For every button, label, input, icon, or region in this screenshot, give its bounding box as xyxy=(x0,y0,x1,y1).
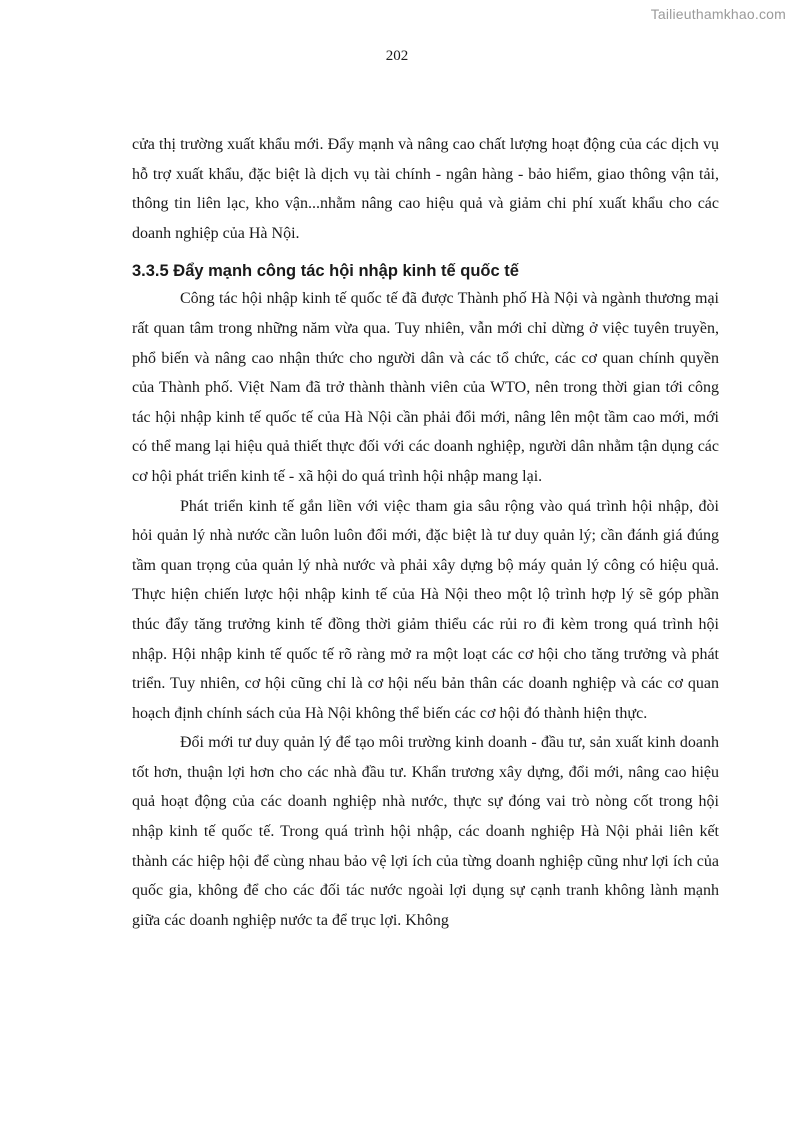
paragraph-2: Phát triển kinh tế gắn liền với việc tham gia sâu rộng vào quá trình hội nhập, đòi hỏi quản lý nhà nước cần luôn luôn đổi mới, đặc biệt là tư duy quản lý; cần đánh giá đúng tầm quan trọng của quản lý nhà nước và phải xây dựng bộ máy quản lý công có hiệu quả. Thực hiện chiến lược hội nhập kinh tế của Hà Nội theo một lộ trình hợp lý sẽ góp phần thúc đẩy tăng trưởng kinh tế đồng thời giảm thiểu các rủi ro đi kèm trong quá trình hội nhập. Hội nhập kinh tế quốc tế rõ ràng mở ra một loạt các cơ hội cho tăng trưởng và phát triển. Tuy nhiên, cơ hội cũng chỉ là cơ hội nếu bản thân các doanh nghiệp và các cơ quan hoạch định chính sách của Hà Nội không thể biến các cơ hội đó thành hiện thực. xyxy=(132,497,719,722)
document-body xyxy=(132,130,719,935)
paragraph-continuation: cửa thị trường xuất khẩu mới. Đẩy mạnh và nâng cao chất lượng hoạt động của các dịch vụ hỗ trợ xuất khẩu, đặc biệt là dịch vụ tài chính - ngân hàng - bảo hiểm, giao thông vận tải, thông tin liên lạc, kho vận...nhằm nâng cao hiệu quả và giảm chi phí xuất khẩu cho các doanh nghiệp của Hà Nội. xyxy=(132,136,719,242)
section-heading: 3.3.5 Đẩy mạnh công tác hội nhập kinh tế quốc tế xyxy=(132,262,519,281)
page-number: 202 xyxy=(385,48,409,64)
paragraph-3: Đổi mới tư duy quản lý để tạo môi trường kinh doanh - đầu tư, sản xuất kinh doanh tốt hơn, thuận lợi hơn cho các nhà đầu tư. Khẩn trương xây dựng, đổi mới, nâng cao hiệu quả hoạt động của các doanh nghiệp nhà nước, thực sự đóng vai trò nòng cốt trong hội nhập kinh tế quốc tế. Trong quá trình hội nhập, các doanh nghiệp Hà Nội phải liên kết thành các hiệp hội để cùng nhau bảo vệ lợi ích của từng doanh nghiệp cũng như lợi ích của quốc gia, không để cho các đối tác nước ngoài lợi dụng sự cạnh tranh không lành mạnh giữa các doanh nghiệp nước ta để trục lợi. Không xyxy=(132,734,719,929)
paragraph-1: Công tác hội nhập kinh tế quốc tế đã được Thành phố Hà Nội và ngành thương mại rất quan tâm trong những năm vừa qua. Tuy nhiên, vẫn mới chỉ dừng ở việc tuyên truyền, phổ biến và nâng cao nhận thức cho người dân và các tổ chức, các cơ quan chính quyền của Thành phố. Việt Nam đã trở thành thành viên của WTO, nên trong thời gian tới công tác hội nhập kinh tế quốc tế của Hà Nội cần phải đổi mới, nâng lên một tầm cao mới, mới có thể mang lại hiệu quả thiết thực đối với các doanh nghiệp, người dân nhằm tận dụng các cơ hội phát triển kinh tế - xã hội do quá trình hội nhập mang lại. xyxy=(132,290,719,485)
watermark-text: Tailieuthamkhao.com xyxy=(650,6,786,22)
